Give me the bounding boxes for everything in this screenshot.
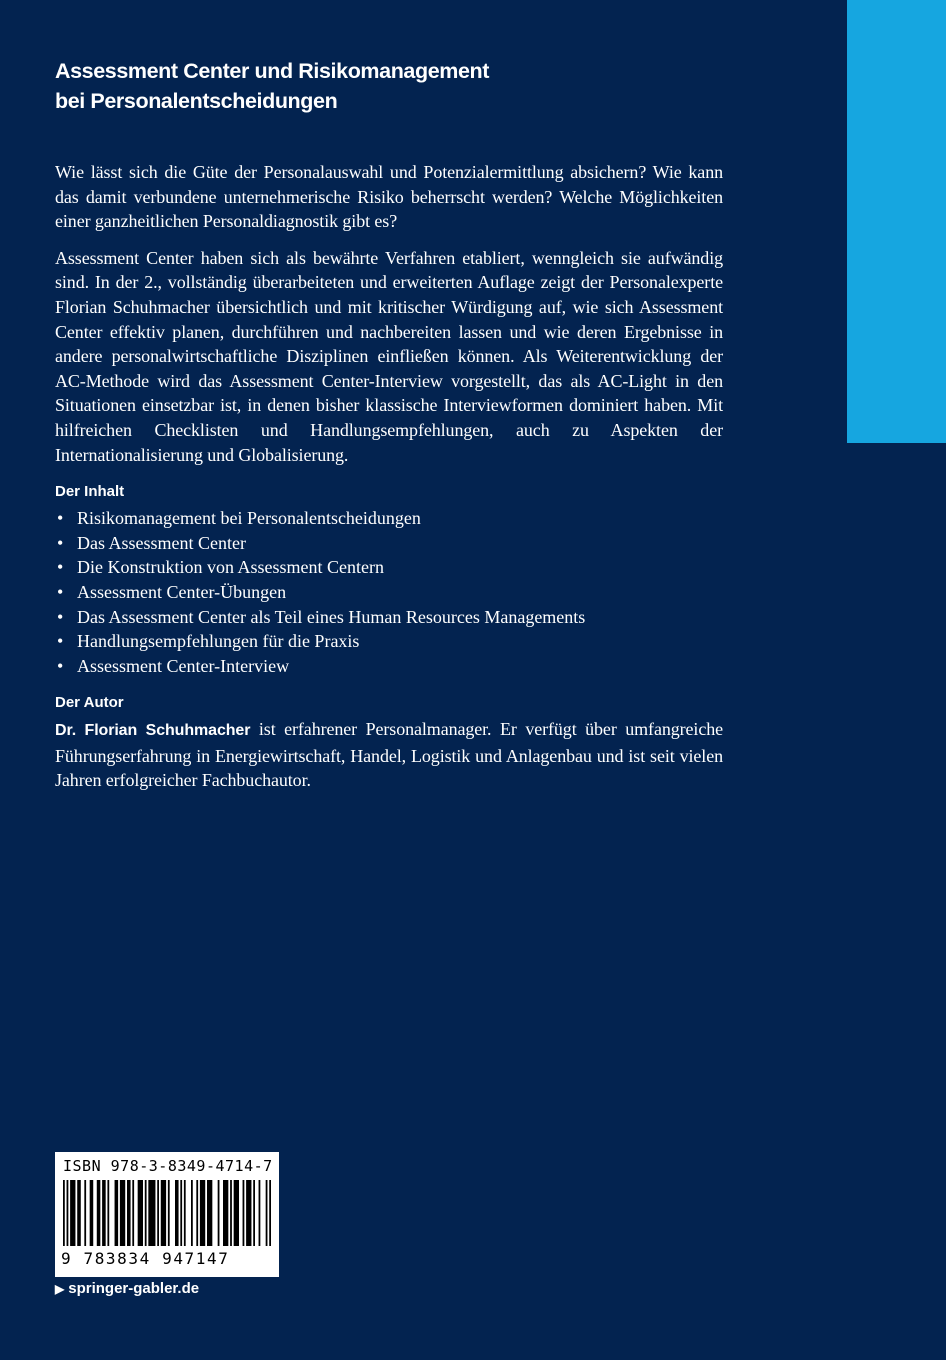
barcode-bar [180,1180,182,1246]
list-item-label: Die Konstruktion von Assessment Centern [77,557,384,578]
barcode-bar [67,1180,69,1246]
barcode-bar [246,1180,251,1246]
barcode-bar [63,1180,65,1246]
website-link[interactable] [55,1280,199,1297]
barcode-bar [168,1180,170,1246]
author-paragraph [55,717,723,793]
list-item-label: Assessment Center-Übungen [77,581,287,602]
bullet-icon: • [57,581,64,602]
contents-heading: Der Inhalt [55,483,125,501]
barcode-bar [77,1180,81,1246]
barcode-bar [223,1180,228,1246]
contents-list [55,506,723,678]
barcode-bar [84,1180,86,1246]
list-item-label: Das Assessment Center als Teil eines Human Resources Managements [77,606,586,627]
back-cover-content [55,56,723,804]
bullet-icon: • [57,631,64,652]
barcode-bar [207,1180,212,1246]
isbn-barcode-box [55,1152,279,1277]
list-item-label: Risikomanagement bei Personalentscheidungen [77,508,421,529]
barcode-bar [138,1180,143,1246]
list-item [55,555,723,580]
barcode-bar [259,1180,261,1246]
barcode-bar [145,1180,147,1246]
list-item [55,531,723,556]
barcode-bar [234,1180,239,1246]
barcode-bar [269,1180,271,1246]
ean-digits: 9 783834 947147 [61,1249,230,1268]
list-item [55,506,723,531]
barcode-bar [196,1180,198,1246]
bullet-icon: • [57,655,64,676]
list-item [55,654,723,679]
book-title [55,56,723,116]
author-heading: Der Autor [55,694,124,712]
barcode-bar [132,1180,134,1246]
barcode-bar [107,1180,109,1246]
list-item-label: Das Assessment Center [77,532,246,553]
barcode-graphic [63,1180,271,1250]
play-arrow-icon: ▶ [55,1282,65,1296]
barcode-bar [70,1180,75,1246]
barcode-bar [97,1180,101,1246]
bullet-icon: • [57,508,64,529]
barcode-bar [243,1180,245,1246]
isbn-label: ISBN 978-3-8349-4714-7 [63,1157,273,1175]
barcode-bar [184,1180,186,1246]
barcode-bar [90,1180,94,1246]
barcode-bar [148,1180,155,1246]
book-title-line-2: bei Personalentscheidungen [55,89,338,113]
book-title-line-1: Assessment Center und Risikomanagement [55,59,490,83]
barcode-bar [115,1180,119,1246]
description-paragraph: Assessment Center haben sich als bewährte Verfahren etabliert, wenngleich sie aufwändig sind. In der 2., vollständig überarbeiteten und erweiterten Auflage zeigt der Personalexperte Florian Schuhmacher übersichtlich und mit kritischer Würdigung auf, wie sich Assessment Center effektiv planen, durchführen und nachbereiten lassen und wie deren Ergebnisse in andere personalwirtschaftliche Disziplinen einfließen können. Als Weiterentwicklung der AC-Methode wird das Assessment Center-Interview vorgestellt, das als AC-Light in den Situationen einsetzbar ist, in denen bisher klassische Interviewformen dominiert haben. Mit hilfreichen Checklisten und Handlungsempfehlungen, auch zu Aspekten der Internationalisierung und Globalisierung. [55,247,723,465]
barcode-bar [191,1180,193,1246]
list-item [55,629,723,654]
bullet-icon: • [57,606,64,627]
author-name: Dr. Florian Schuhmacher [55,722,251,740]
barcode-bar [200,1180,205,1246]
list-item [55,580,723,605]
barcode-bar [161,1180,166,1246]
barcode-bar [175,1180,179,1246]
author-bio: ist erfahrener Personalmanager. Er verfügt über umfangreiche Führungserfahrung in Energiewirtschaft, Handel, Logistik und Anlagenbau und ist seit vielen Jahren erfolgreicher Fachbuchautor. [55,719,723,791]
website-url: springer-gabler.de [68,1280,200,1297]
barcode-bar [230,1180,232,1246]
barcode-bar [266,1180,268,1246]
intro-paragraph: Wie lässt sich die Güte der Personalauswahl und Potenzialermittlung absichern? Wie kann das damit verbundene unternehmerische Risiko beherrscht werden? Welche Möglichkeiten einer ganzheitlichen Personaldiagnostik gibt es? [55,162,723,232]
barcode-bar [253,1180,255,1246]
list-item-label: Handlungsempfehlungen für die Praxis [77,631,360,652]
list-item [55,605,723,630]
accent-bar [847,0,946,443]
barcode-bar [218,1180,220,1246]
barcode-bar [127,1180,131,1246]
barcode-bar [102,1180,106,1246]
bullet-icon: • [57,532,64,553]
barcode-bar [120,1180,125,1246]
list-item-label: Assessment Center-Interview [77,655,290,676]
bullet-icon: • [57,557,64,578]
barcode-bar [157,1180,159,1246]
